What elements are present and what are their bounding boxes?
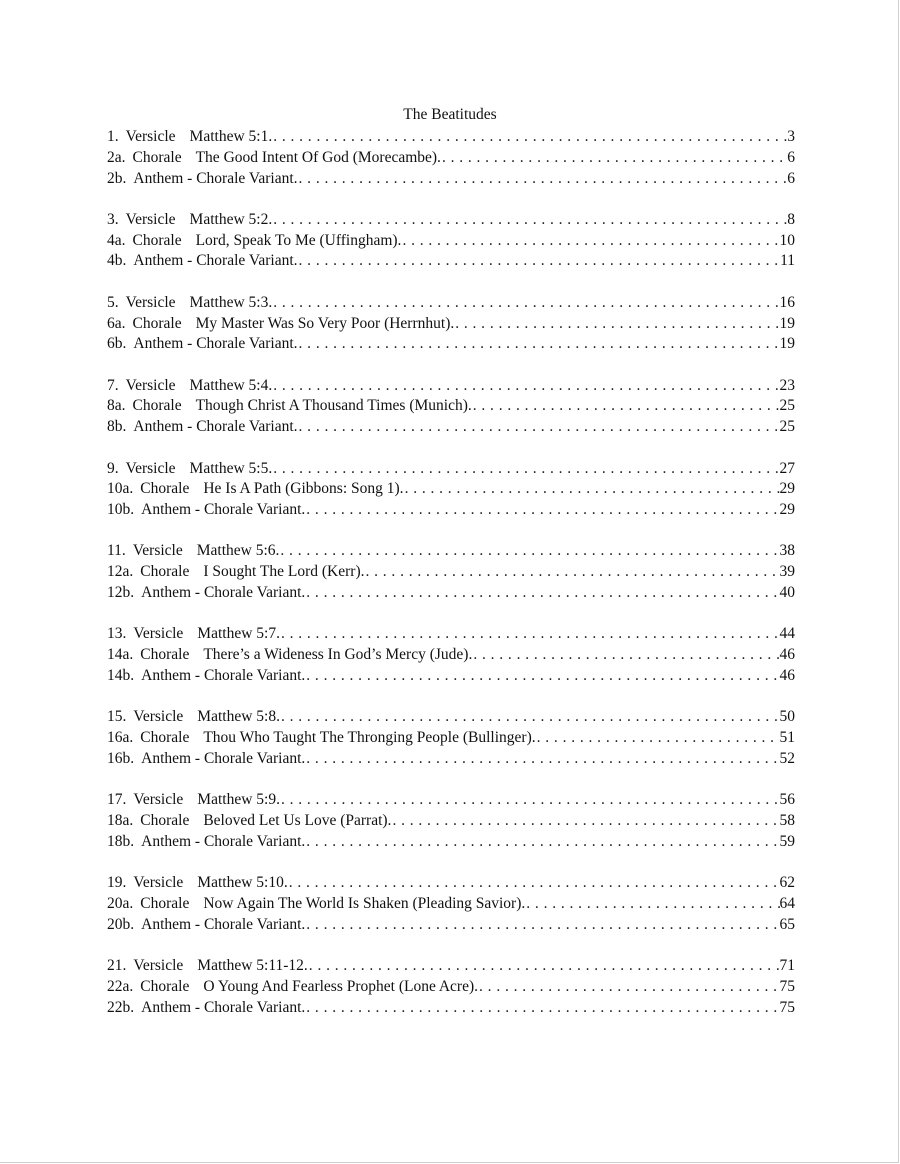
entry-title: Matthew 5:4. [189, 376, 273, 394]
dot-leader [404, 479, 780, 500]
toc-entry [107, 500, 795, 521]
entry-type: Chorale [132, 314, 182, 332]
dot-leader [272, 293, 779, 314]
toc-entry [107, 790, 795, 811]
entry-title: Beloved Let Us Love (Parrat). [203, 811, 392, 829]
entry-number: 16a. [107, 729, 134, 747]
toc-entry [107, 334, 795, 355]
entry-type: Anthem - Chorale Variant. [141, 501, 306, 519]
dot-leader [305, 500, 779, 521]
toc-entry [107, 728, 795, 749]
page-number: 38 [779, 542, 795, 560]
toc-entry [107, 998, 795, 1019]
dot-leader [525, 894, 779, 915]
dot-leader [305, 998, 779, 1019]
page-number: 75 [779, 977, 795, 995]
toc-entry [107, 293, 795, 314]
dot-leader [305, 749, 779, 770]
entry-number: 2b. [107, 169, 127, 187]
page-number: 27 [779, 459, 795, 477]
page-number: 56 [779, 791, 795, 809]
toc-entry [107, 251, 795, 272]
entry-number: 11. [107, 542, 126, 560]
entry-type: Chorale [140, 811, 190, 829]
toc-group [107, 624, 795, 686]
dot-leader [391, 811, 779, 832]
page-number: 44 [779, 625, 795, 643]
entry-number: 15. [107, 708, 127, 726]
page-number: 62 [779, 874, 795, 892]
entry-number: 20b. [107, 915, 135, 933]
entry-type: Versicle [133, 625, 184, 643]
entry-title: The Good Intent Of God (Morecambe). [195, 148, 441, 166]
entry-title: Lord, Speak To Me (Uffingham). [195, 231, 402, 249]
toc-entry [107, 645, 795, 666]
entry-type: Anthem - Chorale Variant. [133, 418, 298, 436]
page-number: 25 [779, 397, 795, 415]
entry-type: Versicle [133, 708, 184, 726]
entry-number: 12a. [107, 563, 134, 581]
toc-entry [107, 583, 795, 604]
page-number: 23 [779, 376, 795, 394]
dot-leader [364, 562, 779, 583]
page-number: 65 [779, 915, 795, 933]
toc-entry [107, 832, 795, 853]
toc-entry [107, 169, 795, 190]
toc-group [107, 790, 795, 852]
entry-title: Matthew 5:7. [197, 625, 280, 643]
entry-type: Anthem - Chorale Variant. [141, 666, 306, 684]
toc-group [107, 707, 795, 769]
page-number: 10 [779, 231, 795, 249]
toc-entry [107, 479, 795, 500]
toc-group [107, 541, 795, 603]
dot-leader [279, 541, 779, 562]
entry-type: Anthem - Chorale Variant. [141, 998, 306, 1016]
entry-type: Chorale [132, 231, 182, 249]
entry-type: Chorale [140, 563, 190, 581]
page-number: 3 [787, 128, 795, 145]
toc-entry [107, 314, 795, 335]
entry-number: 5. [107, 293, 119, 311]
dot-leader [298, 169, 788, 190]
dot-leader [536, 728, 780, 749]
toc-entry [107, 396, 795, 417]
entry-number: 12b. [107, 584, 135, 602]
toc-group [107, 873, 795, 935]
page-number: 6 [787, 169, 795, 187]
entry-type: Chorale [140, 646, 190, 664]
table-of-contents [107, 127, 795, 1039]
page-number: 25 [779, 418, 795, 436]
entry-number: 16b. [107, 749, 135, 767]
page-number: 11 [780, 252, 795, 270]
toc-entry [107, 707, 795, 728]
entry-type: Versicle [125, 128, 176, 145]
toc-group [107, 376, 795, 438]
entry-type: Anthem - Chorale Variant. [133, 169, 298, 187]
dot-leader [280, 707, 780, 728]
entry-number: 7. [107, 376, 119, 394]
dot-leader [305, 666, 779, 687]
entry-type: Anthem - Chorale Variant. [141, 749, 306, 767]
toc-group [107, 956, 795, 1018]
toc-entry [107, 873, 795, 894]
entry-title: Thou Who Taught The Thronging People (Bullinger). [203, 729, 536, 747]
entry-type: Anthem - Chorale Variant. [141, 584, 306, 602]
entry-number: 13. [107, 625, 127, 643]
entry-title: O Young And Fearless Prophet (Lone Acre). [203, 977, 479, 995]
entry-type: Versicle [125, 293, 176, 311]
entry-number: 19. [107, 874, 127, 892]
dot-leader [280, 790, 780, 811]
toc-entry [107, 956, 795, 977]
entry-type: Versicle [133, 874, 184, 892]
page-number: 16 [779, 293, 795, 311]
page-number: 50 [779, 708, 795, 726]
entry-type: Versicle [125, 210, 176, 228]
toc-entry [107, 210, 795, 231]
entry-title: Matthew 5:5. [189, 459, 273, 477]
toc-entry [107, 894, 795, 915]
entry-number: 20a. [107, 894, 134, 912]
entry-title: There’s a Wideness In God’s Mercy (Jude). [203, 646, 473, 664]
entry-title: He Is A Path (Gibbons: Song 1). [203, 480, 404, 498]
entry-title: Matthew 5:3. [189, 293, 273, 311]
page-number: 59 [779, 832, 795, 850]
entry-title: Matthew 5:9. [197, 791, 280, 809]
entry-type: Chorale [140, 480, 190, 498]
entry-number: 6b. [107, 335, 127, 353]
toc-entry [107, 811, 795, 832]
page-number: 52 [779, 749, 795, 767]
toc-entry [107, 459, 795, 480]
page-number: 58 [779, 811, 795, 829]
dot-leader [305, 832, 779, 853]
page-number: 64 [779, 894, 795, 912]
entry-number: 1. [107, 128, 119, 145]
page-number: 51 [779, 729, 795, 747]
toc-entry [107, 417, 795, 438]
page-number: 39 [779, 563, 795, 581]
entry-number: 2a. [107, 148, 126, 166]
entry-type: Anthem - Chorale Variant. [141, 832, 306, 850]
toc-group [107, 459, 795, 521]
entry-number: 4b. [107, 252, 127, 270]
dot-leader [272, 210, 787, 231]
toc-entry [107, 977, 795, 998]
page-number: 75 [779, 998, 795, 1016]
page-number: 19 [779, 314, 795, 332]
page-number: 29 [779, 501, 795, 519]
entry-type: Versicle [133, 956, 184, 974]
dot-leader [441, 148, 787, 169]
entry-type: Chorale [132, 148, 182, 166]
entry-type: Chorale [140, 977, 190, 995]
toc-entry [107, 148, 795, 169]
page-number: 46 [779, 666, 795, 684]
entry-number: 18a. [107, 811, 134, 829]
dot-leader [401, 231, 779, 252]
toc-entry [107, 231, 795, 252]
entry-number: 18b. [107, 832, 135, 850]
entry-type: Chorale [132, 397, 182, 415]
toc-entry [107, 915, 795, 936]
dot-leader [288, 873, 780, 894]
dot-leader [478, 977, 779, 998]
entry-number: 6a. [107, 314, 126, 332]
toc-entry [107, 127, 795, 148]
dot-leader [472, 396, 780, 417]
dot-leader [298, 417, 780, 438]
entry-title: Matthew 5:1. [189, 128, 273, 145]
entry-type: Anthem - Chorale Variant. [141, 915, 306, 933]
entry-number: 17. [107, 791, 127, 809]
page-number: 71 [779, 956, 795, 974]
toc-entry [107, 541, 795, 562]
toc-entry [107, 376, 795, 397]
toc-entry [107, 666, 795, 687]
entry-number: 4a. [107, 231, 126, 249]
dot-leader [454, 314, 779, 335]
entry-number: 22a. [107, 977, 134, 995]
dot-leader [272, 459, 779, 480]
entry-title: Matthew 5:2. [189, 210, 273, 228]
entry-type: Chorale [140, 729, 190, 747]
toc-group [107, 127, 795, 189]
dot-leader [272, 376, 779, 397]
toc-entry [107, 562, 795, 583]
entry-title: My Master Was So Very Poor (Herrnhut). [195, 314, 455, 332]
page-number: 29 [779, 480, 795, 498]
entry-number: 22b. [107, 998, 135, 1016]
entry-title: Matthew 5:8. [197, 708, 280, 726]
entry-type: Anthem - Chorale Variant. [133, 335, 298, 353]
dot-leader [272, 127, 787, 148]
entry-number: 14b. [107, 666, 135, 684]
entry-type: Chorale [140, 894, 190, 912]
page-title: The Beatitudes [403, 106, 497, 123]
entry-number: 9. [107, 459, 119, 477]
entry-title: Though Christ A Thousand Times (Munich). [195, 397, 472, 415]
entry-title: Matthew 5:11-12. [197, 956, 308, 974]
page-number: 19 [779, 335, 795, 353]
entry-type: Versicle [125, 376, 176, 394]
entry-type: Anthem - Chorale Variant. [133, 252, 298, 270]
entry-number: 10a. [107, 480, 134, 498]
entry-number: 10b. [107, 501, 135, 519]
toc-group [107, 210, 795, 272]
toc-entry [107, 749, 795, 770]
toc-group [107, 293, 795, 355]
entry-number: 21. [107, 956, 127, 974]
entry-number: 8b. [107, 418, 127, 436]
page-number: 40 [779, 584, 795, 602]
dot-leader [280, 624, 780, 645]
entry-type: Versicle [132, 542, 183, 560]
dot-leader [298, 251, 781, 272]
entry-type: Versicle [125, 459, 176, 477]
entry-title: Matthew 5:10. [197, 874, 288, 892]
dot-leader [305, 583, 779, 604]
dot-leader [308, 956, 780, 977]
entry-type: Versicle [133, 791, 184, 809]
page-number: 6 [787, 148, 795, 166]
entry-number: 3. [107, 210, 119, 228]
page-number: 46 [779, 646, 795, 664]
page-number: 8 [787, 210, 795, 228]
toc-entry [107, 624, 795, 645]
entry-title: Now Again The World Is Shaken (Pleading Savior). [203, 894, 526, 912]
entry-number: 8a. [107, 397, 126, 415]
dot-leader [305, 915, 779, 936]
entry-title: Matthew 5:6. [196, 542, 280, 560]
dot-leader [298, 334, 780, 355]
entry-number: 14a. [107, 646, 134, 664]
entry-title: I Sought The Lord (Kerr). [203, 563, 365, 581]
dot-leader [472, 645, 779, 666]
